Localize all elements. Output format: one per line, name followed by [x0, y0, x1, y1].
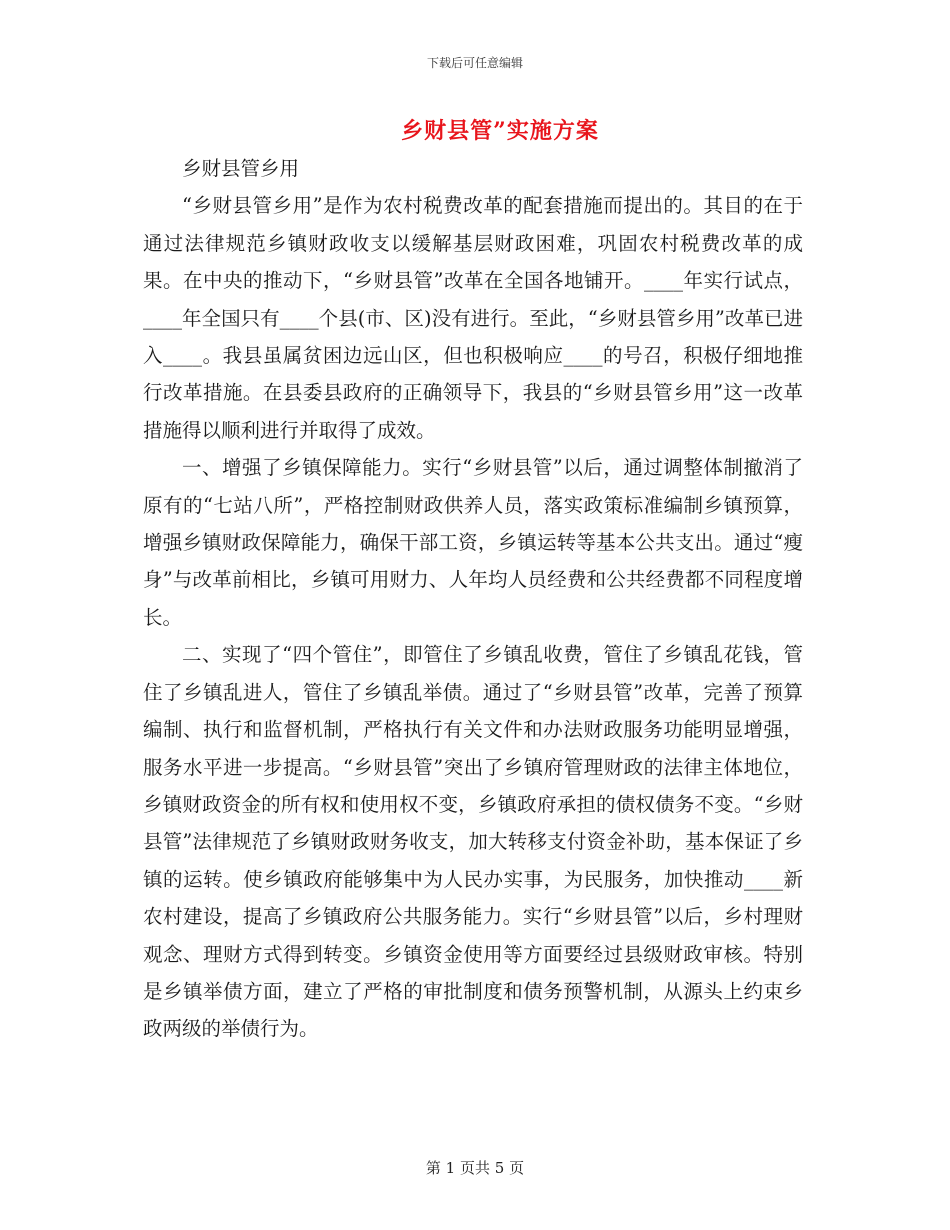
page-footer: 第 1 页共 5 页 [425, 1159, 525, 1177]
paragraph-subtitle: 乡财县管乡用 [182, 157, 300, 180]
paragraph-intro: “乡财县管乡用”是作为农村税费改革的配套措施而提出的。其目的在于通过法律规范乡镇财政收支以缓解基层财政困难，巩固农村税费改革的成果。在中央的推动下，“乡财县管”改革在全国各地铺开。____年实行试点，____年全国只有____个县(市、区)没有进行。至此，“乡财县管乡用”改革已进入____。我县虽属贫困边远山区，但也积极响应____的号召，积极仔细地推行改革措施。在县委县政府的正确领导下，我县的“乡财县管乡用”这一改革措施得以顺利进行并取得了成效。 [143, 194, 803, 442]
paragraph-section-2: 二、实现了“四个管住”，即管住了乡镇乱收费，管住了乡镇乱花钱，管住了乡镇乱进人，管住了乡镇乱举债。通过了“乡财县管”改革，完善了预算编制、执行和监督机制，严格执行有关文件和办法财政服务功能明显增强，服务水平进一步提高。“乡财县管”突出了乡镇府管理财政的法律主体地位，乡镇财政资金的所有权和使用权不变，乡镇政府承担的债权债务不变。“乡财县管”法律规范了乡镇财政财务收支，加大转移支付资金补助，基本保证了乡镇的运转。使乡镇政府能够集中为人民办实事，为民服务，加快推动____新农村建设，提高了乡镇政府公共服务能力。实行“乡财县管”以后，乡村理财观念、理财方式得到转变。乡镇资金使用等方面要经过县级财政审核。特别是乡镇举债方面，建立了严格的审批制度和债务预警机制，从源头上约束乡政两级的举债行为。 [143, 643, 803, 1041]
document-title: 乡财县管”实施方案 [401, 118, 599, 144]
paragraph-section-1: 一、增强了乡镇保障能力。实行“乡财县管”以后，通过调整体制撤消了原有的“七站八所”，严格控制财政供养人员，落实政策标准编制乡镇预算，增强乡镇财政保障能力，确保干部工资，乡镇运转等基本公共支出。通过“瘦身”与改革前相比，乡镇可用财力、人年均人员经费和公共经费都不同程度增长。 [143, 456, 803, 629]
header-note: 下载后可任意编辑 [426, 56, 523, 70]
document-body [143, 150, 803, 1048]
